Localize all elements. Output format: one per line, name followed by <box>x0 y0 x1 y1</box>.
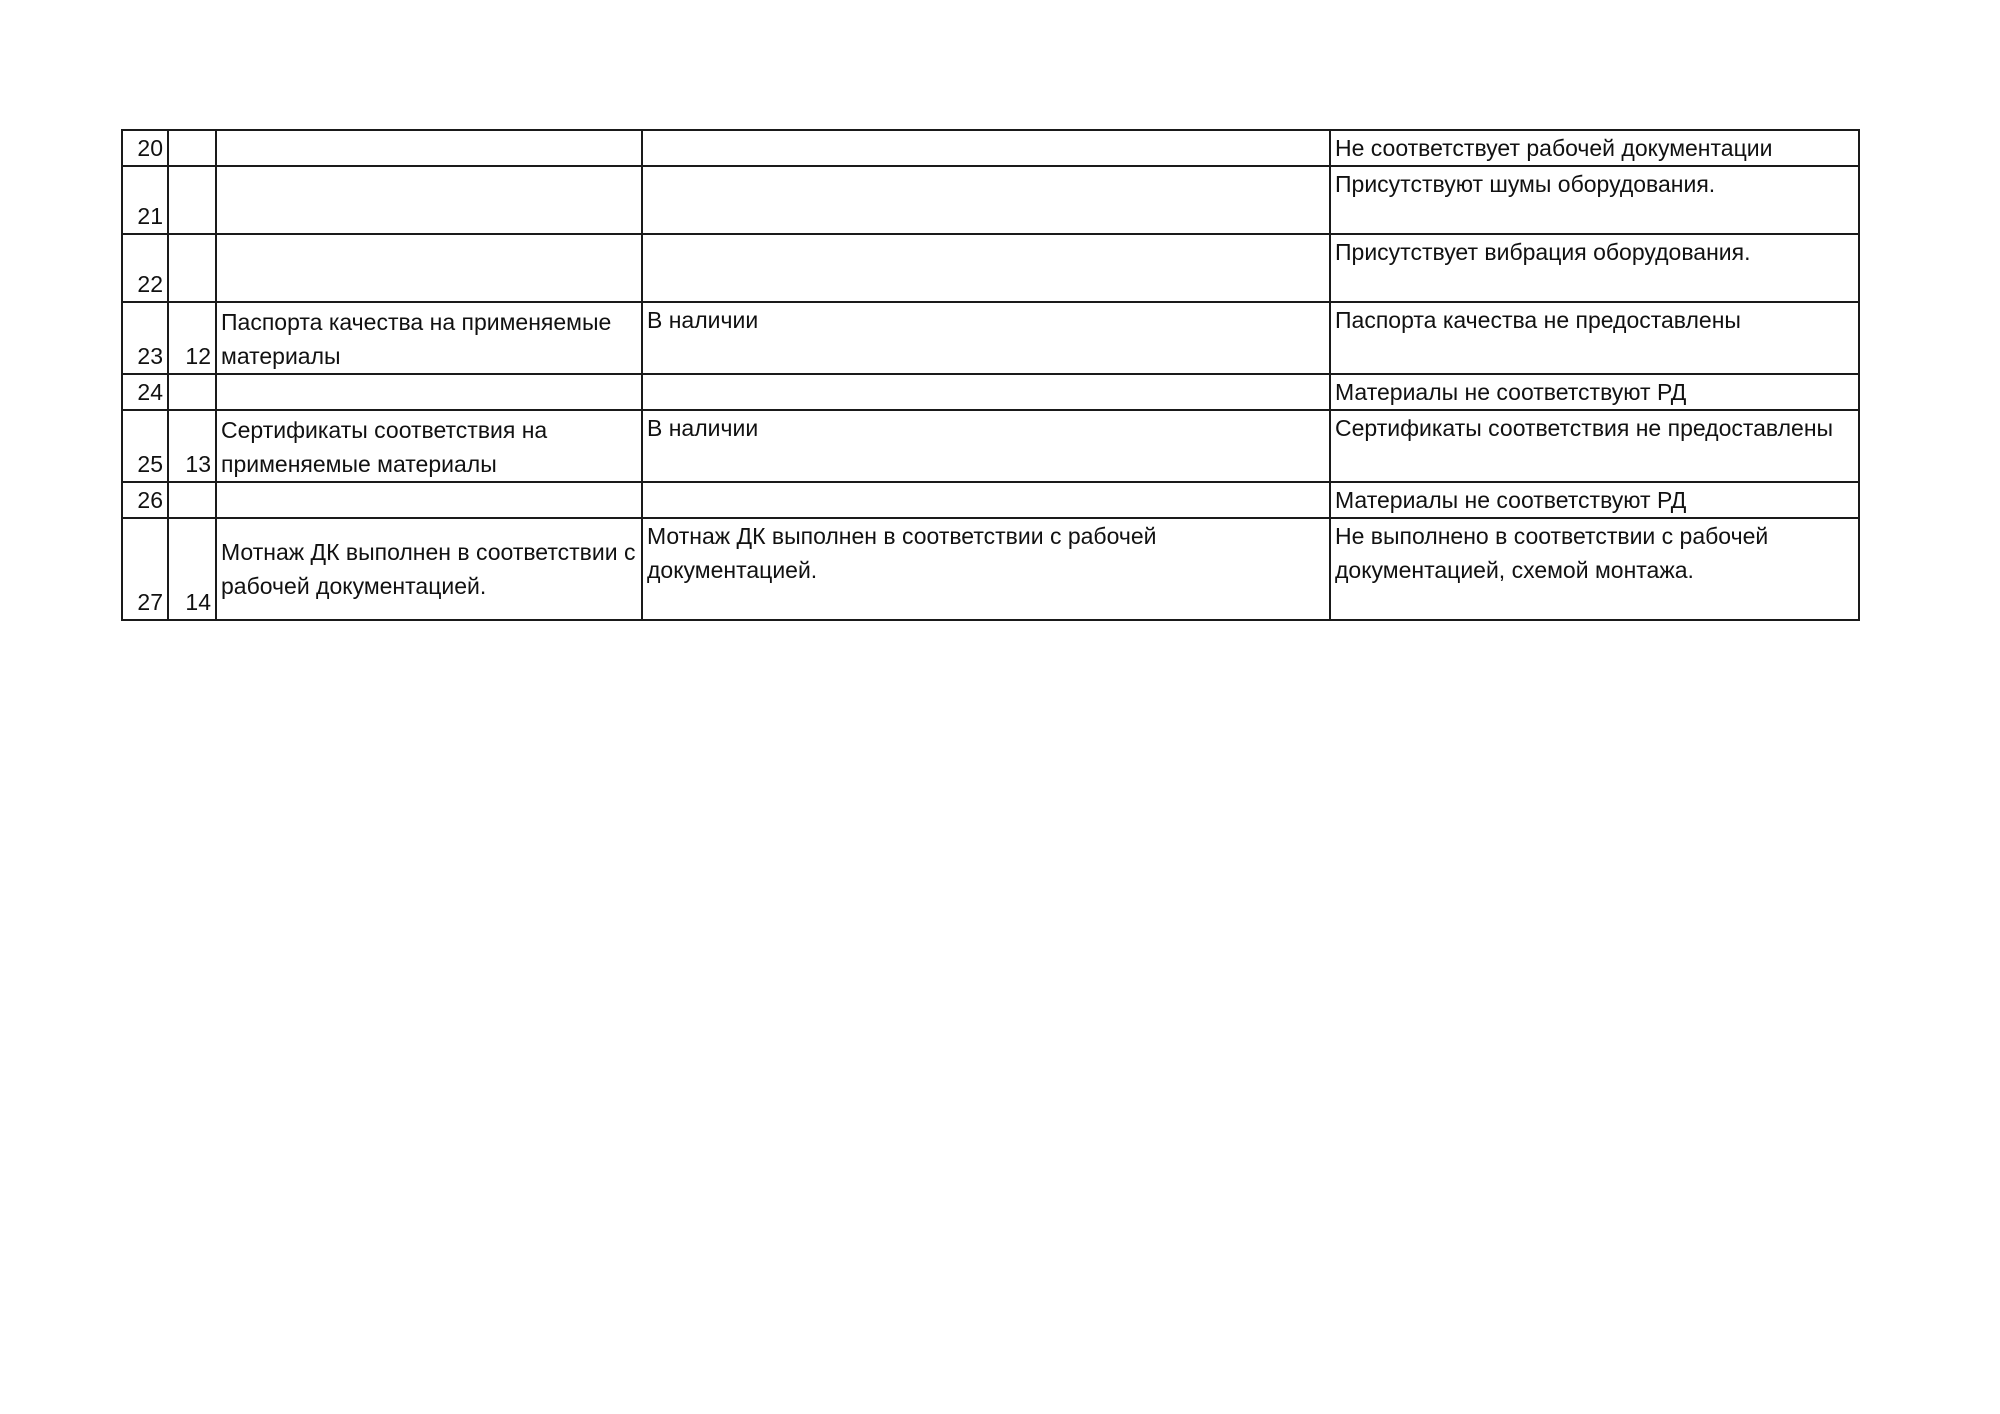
defect-cell: Сертификаты соответствия не предоставлены <box>1330 410 1859 482</box>
requirement-cell <box>642 166 1330 234</box>
table-row <box>122 302 1859 374</box>
item-number <box>168 234 216 302</box>
table-row <box>122 234 1859 302</box>
item-name: Сертификаты соответствия на применяемые материалы <box>216 410 642 482</box>
item-name <box>216 374 642 410</box>
item-name: Мотнаж ДК выполнен в соответствии с рабочей документацией. <box>216 518 642 620</box>
row-number: 22 <box>122 234 168 302</box>
item-number <box>168 166 216 234</box>
inspection-table <box>121 129 1860 621</box>
row-number: 25 <box>122 410 168 482</box>
defect-cell: Не выполнено в соответствии с рабочей документацией, схемой монтажа. <box>1330 518 1859 620</box>
table-row <box>122 374 1859 410</box>
requirement-cell: В наличии <box>642 302 1330 374</box>
requirement-cell <box>642 234 1330 302</box>
item-name <box>216 130 642 166</box>
requirement-cell: В наличии <box>642 410 1330 482</box>
defect-cell: Паспорта качества не предоставлены <box>1330 302 1859 374</box>
requirement-cell <box>642 482 1330 518</box>
item-name <box>216 482 642 518</box>
row-number: 27 <box>122 518 168 620</box>
table-row <box>122 130 1859 166</box>
item-name: Паспорта качества на применяемые материалы <box>216 302 642 374</box>
defect-cell: Не соответствует рабочей документации <box>1330 130 1859 166</box>
table-row <box>122 410 1859 482</box>
item-number <box>168 130 216 166</box>
item-number: 13 <box>168 410 216 482</box>
table-row <box>122 518 1859 620</box>
document-sheet <box>121 129 1858 621</box>
row-number: 20 <box>122 130 168 166</box>
row-number: 26 <box>122 482 168 518</box>
item-number <box>168 374 216 410</box>
defect-cell: Присутствует вибрация оборудования. <box>1330 234 1859 302</box>
row-number: 21 <box>122 166 168 234</box>
item-number <box>168 482 216 518</box>
defect-cell: Присутствуют шумы оборудования. <box>1330 166 1859 234</box>
item-number: 14 <box>168 518 216 620</box>
item-number: 12 <box>168 302 216 374</box>
item-name <box>216 166 642 234</box>
requirement-cell <box>642 130 1330 166</box>
requirement-cell <box>642 374 1330 410</box>
defect-cell: Материалы не соответствуют РД <box>1330 482 1859 518</box>
table-row <box>122 482 1859 518</box>
row-number: 23 <box>122 302 168 374</box>
row-number: 24 <box>122 374 168 410</box>
defect-cell: Материалы не соответствуют РД <box>1330 374 1859 410</box>
item-name <box>216 234 642 302</box>
table-row <box>122 166 1859 234</box>
requirement-cell: Мотнаж ДК выполнен в соответствии с рабочей документацией. <box>642 518 1330 620</box>
